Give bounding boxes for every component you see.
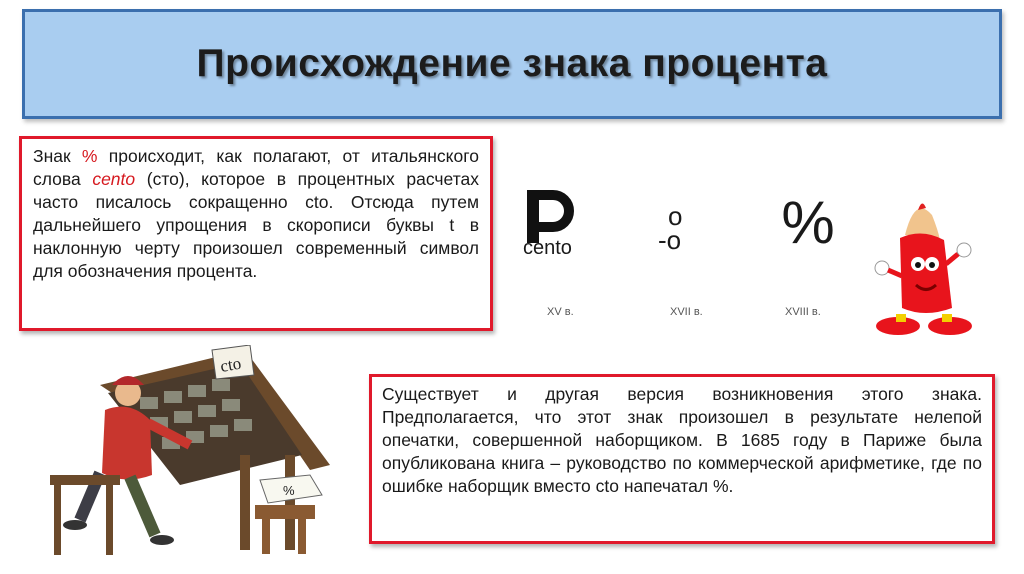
percent-sign-text: % bbox=[81, 146, 98, 166]
paper-symbol: % bbox=[283, 483, 295, 498]
pencil-mascot-icon bbox=[860, 190, 985, 340]
text-box-origin bbox=[19, 136, 493, 331]
glyph-xvii bbox=[650, 203, 720, 263]
text-box-typo-version bbox=[369, 374, 995, 544]
glyph-xvii-label: XVII в. bbox=[670, 306, 703, 318]
glyph-xv-word: cento bbox=[523, 237, 572, 259]
origin-paragraph bbox=[33, 145, 479, 283]
page-title: Происхождение знака процента bbox=[196, 42, 828, 85]
origin-text-1: Знак bbox=[33, 146, 82, 166]
cento-word: cento bbox=[92, 169, 136, 189]
title-banner bbox=[22, 9, 1002, 119]
glyph-xvii-bottom: -o bbox=[658, 225, 682, 255]
glyph-xv-label: XV в. bbox=[547, 306, 574, 318]
glyph-xviii-label: XVIII в. bbox=[785, 306, 821, 318]
sign-text: cto bbox=[218, 353, 243, 376]
glyph-xvii-top: o bbox=[668, 201, 683, 231]
percent-evolution bbox=[515, 183, 855, 323]
typesetter-illustration bbox=[40, 345, 340, 560]
glyph-xv bbox=[515, 183, 615, 273]
origin-text-2: происходит, как полагают, от итальянского слова bbox=[33, 146, 479, 189]
typo-paragraph: Существует и другая версия возникновения этого знака. Предполагается, что этот знак произошел в результате нелепой опечатки, совершенной наборщиком. В 1685 году в Париже была опубликована книга – руководство по коммерческой арифметике, где по ошибке наборщик вместо cto напечатал %. bbox=[382, 384, 982, 496]
glyph-xviii-symbol: % bbox=[781, 189, 835, 256]
glyph-xviii bbox=[773, 188, 843, 258]
origin-text-3: (сто), которое в процентных расчетах часто писалось сокращенно cto. Отсюда путем дальнейшего упрощения в скорописи буквы t в наклонную черту произошел современный символ для обозначения процента. bbox=[33, 169, 479, 281]
